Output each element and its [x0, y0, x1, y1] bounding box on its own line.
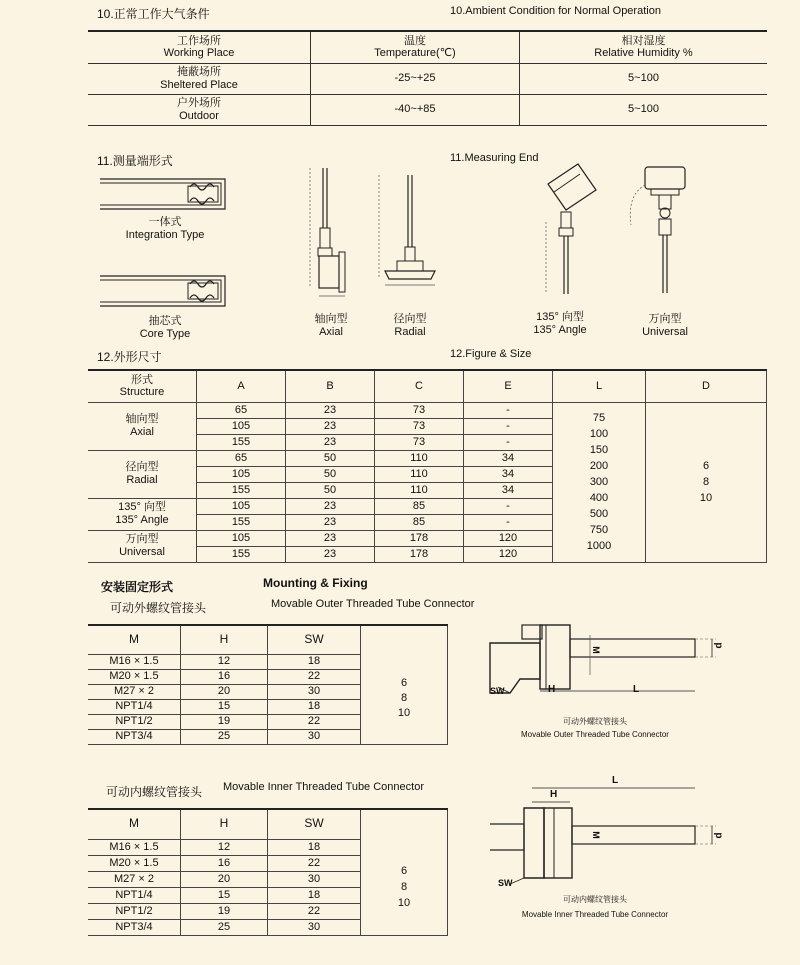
ambient-table: 工作场所 Working Place 温度 Temperature(℃) 相对湿度 Relative Humidity % 掩蔽场所 Sheltered Place -25~+25 5~100 户外场所 Outdoor -40~+85 5~100	[88, 30, 767, 126]
d-values: 6 8 10	[646, 402, 767, 562]
inner-l-label: L	[612, 775, 619, 786]
core-type-drawing	[100, 272, 230, 312]
inner-connector-drawing	[480, 780, 730, 890]
inner-m-label: M	[590, 831, 601, 839]
radial-cn: 径向型	[393, 313, 427, 325]
axial-cn: 轴向型	[314, 313, 348, 325]
outer-title-en: Movable Outer Threaded Tube Connector	[271, 598, 475, 610]
inner-connector-table: M H SW M16 × 1.5 12 18 6 8 10 M20 × 1.5 16 22 M27 × 2 20 30 NPT1/4 15 18 NPT1/2 19 22 NPT3/4 25 30	[88, 808, 448, 936]
outer-l-label: L	[633, 684, 640, 695]
outer-caption-cn: 可动外螺纹管接头	[563, 717, 627, 726]
outer-title-cn: 可动外螺纹管接头	[110, 601, 207, 615]
integration-type-en: Integration Type	[125, 229, 205, 241]
outer-m-label: M	[590, 646, 601, 654]
figure-size-table: 形式 Structure A B C E L D 轴向型 Axial 65 23 73 - 75 100 150 200 300 400 500 750 1000 6 8 10 105 23 73 - 155 23 73 - 径向型 Radial 65 50 110 34 105 50 110 34 155 50 110 34 135° 向型 135° Angle 105 23 85 - 155 23 85 - 万向型 Universal 105 23 178 120 155 23 178 120	[88, 369, 767, 563]
outer-d-label: d	[713, 642, 725, 649]
core-type-cn: 抽芯式	[148, 315, 182, 327]
s10-title-en: 10.Ambient Condition for Normal Operation	[450, 5, 661, 17]
s10-title-cn: 10.正常工作大气条件	[97, 7, 210, 21]
inner-sw-label: SW	[498, 878, 513, 888]
integration-type-drawing	[100, 175, 230, 215]
inner-caption-cn: 可动内螺纹管接头	[563, 895, 627, 904]
mount-title-en: Mounting & Fixing	[263, 576, 368, 590]
axial-en: Axial	[319, 326, 343, 338]
s12-title-en: 12.Figure & Size	[450, 348, 532, 360]
axial-drawing	[305, 168, 355, 303]
s11-title-cn: 11.测量端形式	[97, 154, 173, 168]
angle-135-drawing	[540, 162, 605, 302]
inner-h-label: H	[550, 789, 558, 800]
s11-title-en: 11.Measuring End	[450, 152, 539, 164]
outer-d-values: 6 8 10	[361, 654, 448, 744]
universal-drawing	[625, 165, 695, 300]
inner-caption-en: Movable Inner Threaded Tube Connector	[521, 910, 669, 919]
universal-en: Universal	[642, 326, 688, 338]
inner-d-label: d	[713, 832, 725, 839]
angle-135-cn: 135° 向型	[536, 311, 584, 323]
outer-sw-label: SW	[490, 686, 505, 696]
outer-caption-en: Movable Outer Threaded Tube Connector	[521, 730, 669, 739]
inner-title-cn: 可动内螺纹管接头	[106, 785, 203, 799]
radial-en: Radial	[394, 326, 426, 338]
universal-cn: 万向型	[648, 313, 682, 325]
outer-connector-table: M H SW M16 × 1.5 12 18 6 8 10 M20 × 1.5 16 22 M27 × 2 20 30 NPT1/4 15 18 NPT1/2 19 22 NPT3/4 25 30	[88, 624, 448, 745]
inner-d-values: 6 8 10	[361, 839, 448, 935]
core-type-en: Core Type	[139, 328, 191, 340]
angle-135-en: 135° Angle	[533, 324, 587, 336]
mount-title-cn: 安装固定形式	[101, 580, 174, 594]
integration-type-cn: 一体式	[148, 216, 182, 228]
radial-drawing	[375, 175, 445, 290]
l-values: 75 100 150 200 300 400 500 750 1000	[553, 402, 646, 562]
outer-connector-drawing	[480, 615, 730, 715]
outer-h-label: H	[548, 684, 556, 695]
s12-title-cn: 12.外形尺寸	[97, 350, 162, 364]
inner-title-en: Movable Inner Threaded Tube Connector	[223, 781, 424, 793]
